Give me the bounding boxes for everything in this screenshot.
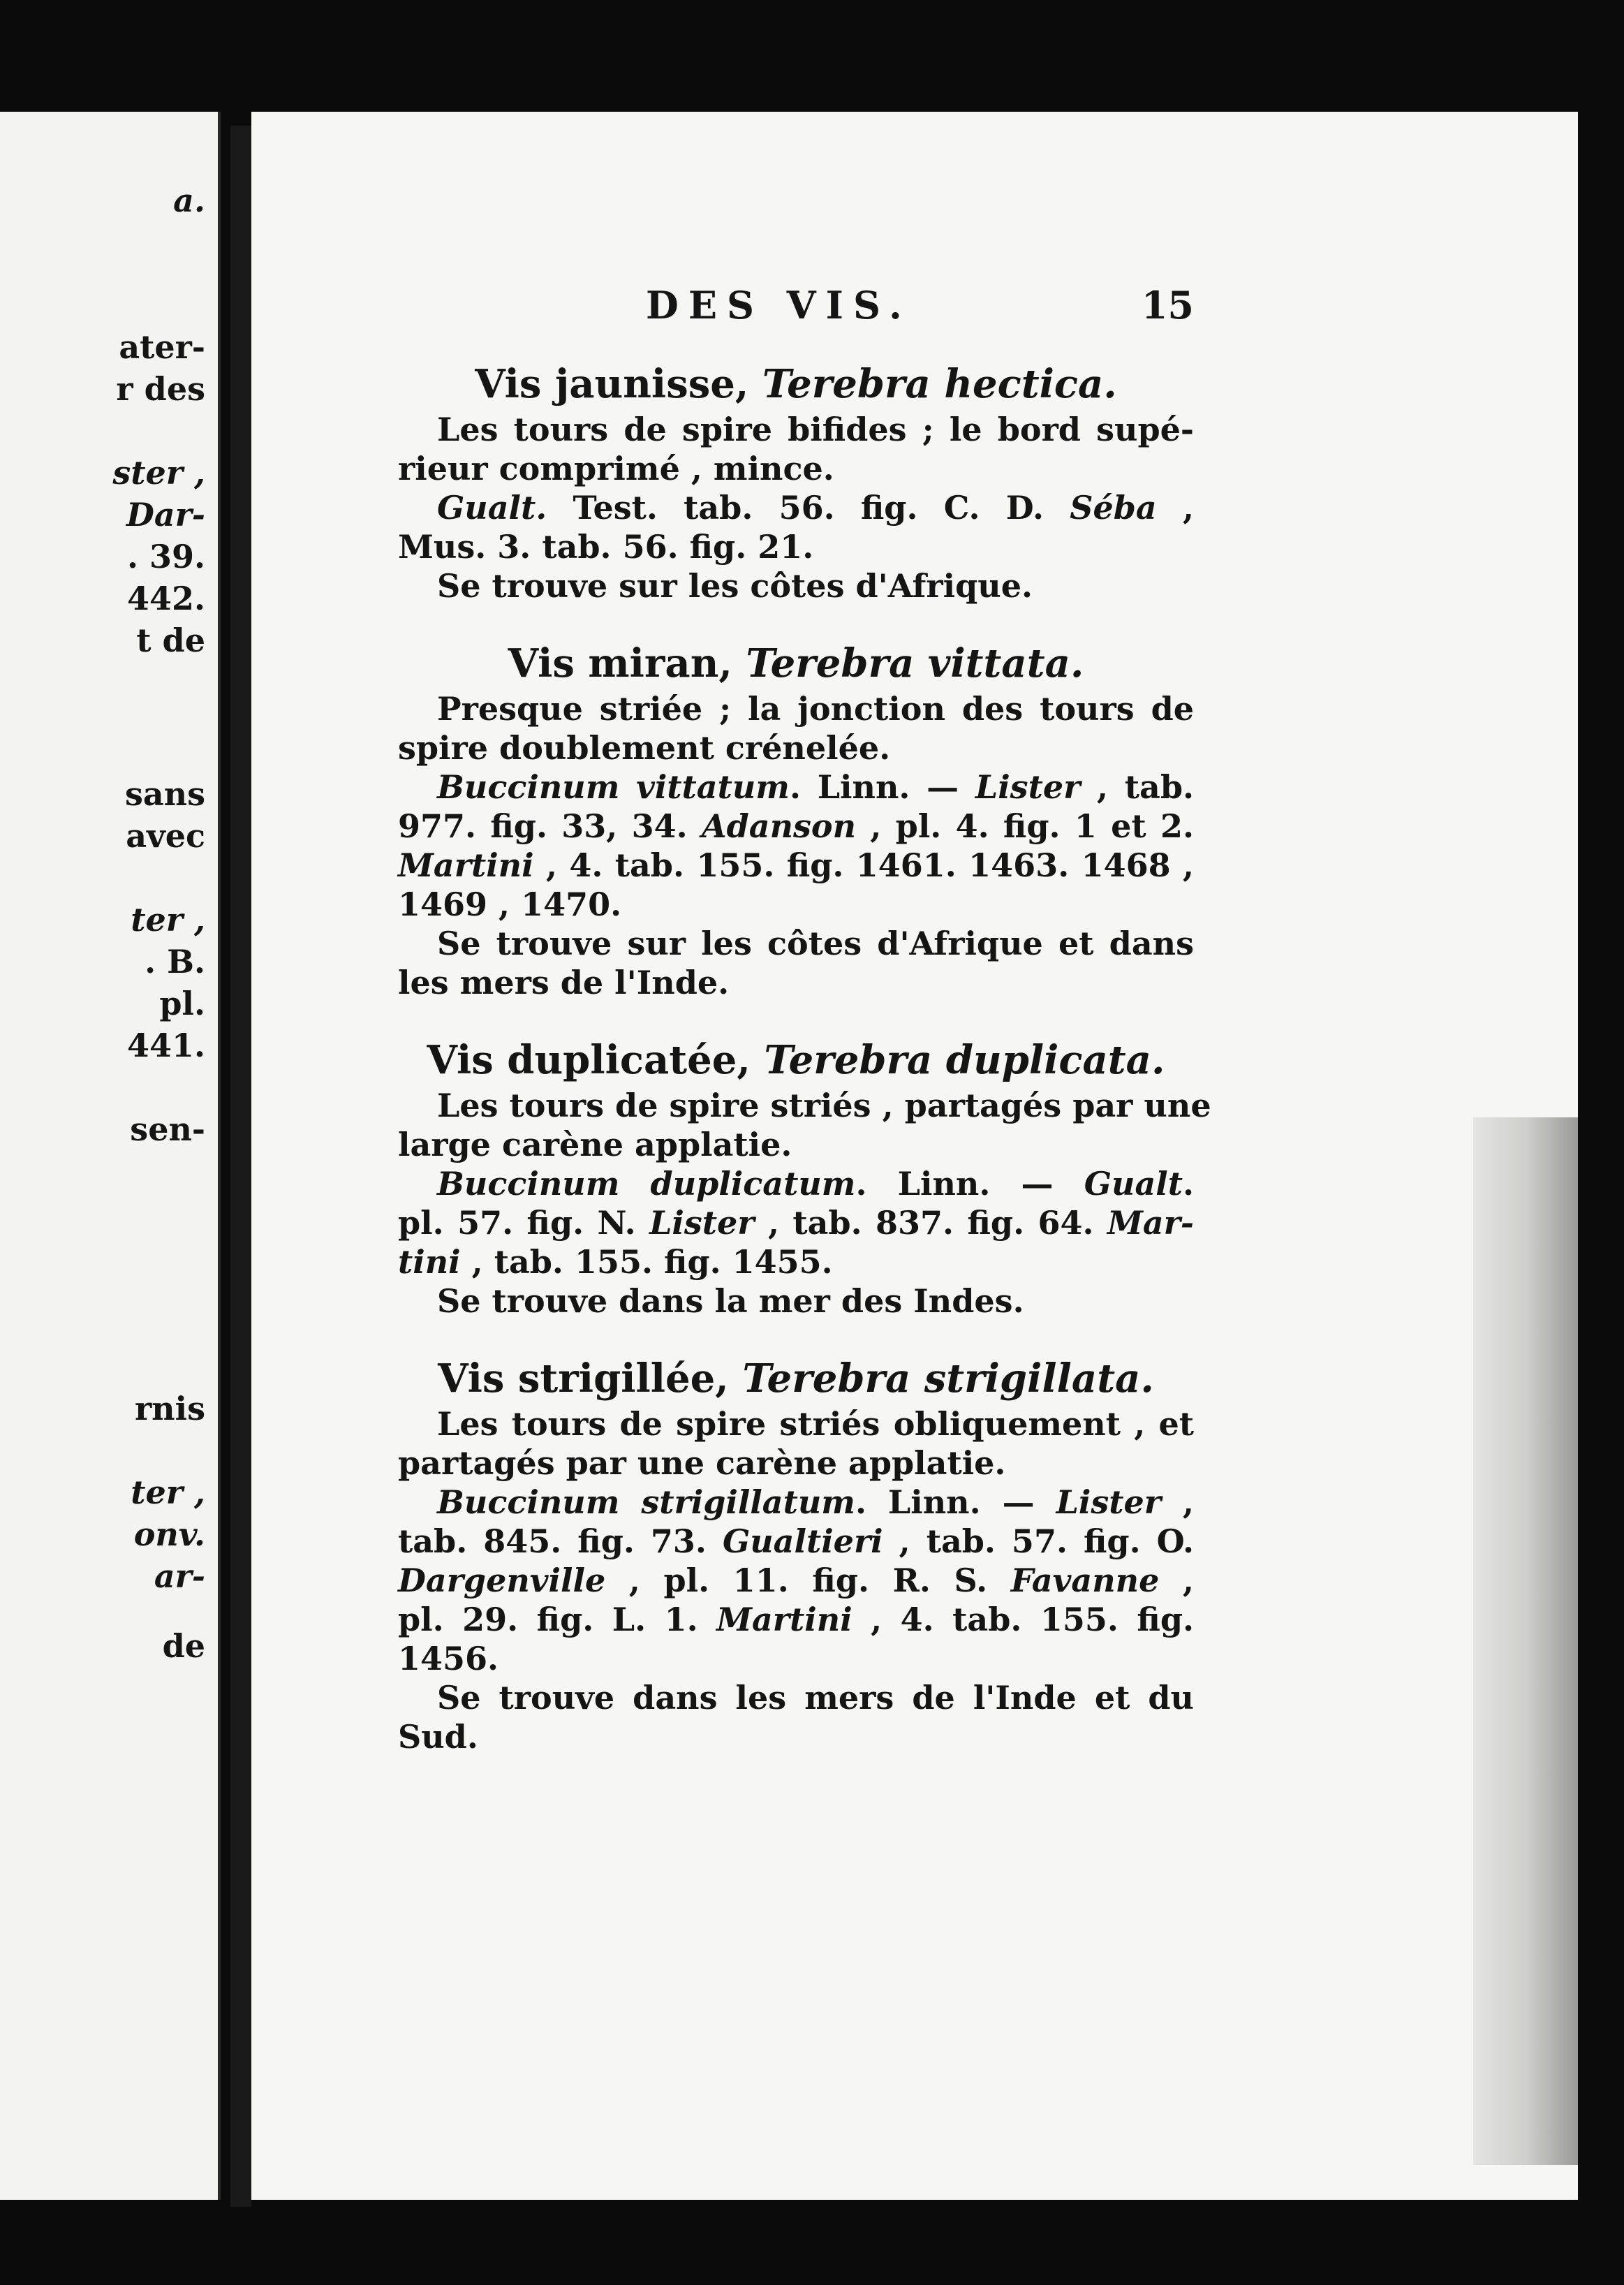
text-line	[398, 1404, 1194, 1443]
previous-page-edge	[0, 112, 221, 2200]
latin-name: Terebra duplicata.	[764, 1037, 1165, 1083]
text-run: les mers de l'Inde.	[398, 964, 730, 1001]
book-gutter	[230, 126, 251, 2207]
text-run: , 4. tab. 155. fig.	[852, 1601, 1195, 1638]
previous-page-fragment: ter ,	[131, 1474, 205, 1511]
text-line	[398, 1281, 1194, 1321]
species-title	[398, 638, 1194, 689]
italic-reference: Dargenville	[398, 1562, 606, 1599]
text-line	[398, 885, 1194, 924]
previous-page-fragment: . B.	[145, 943, 205, 980]
text-line	[398, 846, 1194, 885]
text-run: . Linn. —	[789, 768, 975, 806]
text-run: . Linn. —	[855, 1483, 1056, 1521]
text-line	[398, 410, 1194, 449]
page-curl-edge	[1473, 1117, 1578, 2165]
species-title	[398, 1353, 1194, 1404]
text-run: ,	[1156, 489, 1194, 527]
text-line	[398, 1203, 1194, 1242]
previous-page-fragment: r des	[116, 370, 205, 408]
common-name: Vis jaunisse,	[475, 361, 762, 407]
text-run: Se trouve dans les mers de l'Inde et du	[437, 1679, 1194, 1717]
italic-reference: Lister	[649, 1204, 755, 1242]
italic-reference: Mar-	[1107, 1204, 1195, 1242]
running-head-title: DES VIS.	[646, 283, 912, 328]
previous-page-fragment: ater-	[119, 328, 205, 366]
text-run: , 4. tab. 155. fig. 1461. 1463. 1468 ,	[533, 846, 1194, 884]
italic-reference: Martini	[398, 846, 534, 884]
text-line	[398, 488, 1194, 527]
previous-page-fragment: sans	[124, 775, 205, 813]
text-run: , tab. 837. fig. 64.	[754, 1204, 1107, 1242]
text-line	[398, 1242, 1194, 1281]
text-line	[398, 689, 1194, 728]
text-run: 1469 , 1470.	[398, 886, 622, 923]
text-run: Se trouve sur les côtes d'Afrique.	[437, 567, 1033, 605]
italic-reference: Buccinum vittatum	[437, 768, 790, 806]
text-line	[398, 1678, 1194, 1717]
species-entry	[398, 1353, 1194, 1756]
latin-name: Terebra vittata.	[746, 640, 1084, 686]
text-run: Presque striée ; la jonction des tours de	[437, 690, 1194, 728]
italic-reference: Buccinum strigillatum	[437, 1483, 855, 1521]
text-line	[398, 1125, 1194, 1164]
italic-reference: Adanson	[701, 807, 857, 845]
text-run: Mus. 3. tab. 56. fig. 21.	[398, 528, 814, 566]
text-line	[398, 1483, 1194, 1522]
text-line	[398, 1443, 1194, 1483]
text-run: Se trouve sur les côtes d'Afrique et dans	[437, 925, 1194, 962]
italic-reference: Gualt	[1084, 1165, 1183, 1203]
text-line	[398, 566, 1194, 605]
species-title	[398, 358, 1194, 410]
text-run: 1456.	[398, 1640, 499, 1677]
species-entry	[398, 1034, 1211, 1321]
previous-page-fragment: 441.	[126, 1027, 205, 1064]
text-line	[398, 807, 1194, 846]
text-run: 977. fig. 33, 34.	[398, 807, 702, 845]
running-head	[398, 283, 1194, 339]
text-line	[398, 767, 1194, 807]
text-run: spire doublement crénelée.	[398, 729, 891, 767]
previous-page-fragment: ster ,	[112, 454, 205, 492]
italic-reference: Buccinum duplicatum	[437, 1165, 856, 1203]
text-line	[398, 1086, 1211, 1125]
text-line	[398, 924, 1194, 963]
previous-page-fragment: 442.	[126, 580, 205, 617]
previous-page-fragment: onv.	[133, 1515, 205, 1553]
italic-reference: Lister	[1056, 1483, 1162, 1521]
text-line	[398, 728, 1194, 767]
previous-page-fragment: rnis	[134, 1390, 205, 1427]
text-line	[398, 1164, 1194, 1203]
text-run: rieur comprimé , mince.	[398, 450, 834, 487]
latin-name: Terebra hectica.	[762, 361, 1117, 407]
text-line	[398, 1561, 1194, 1600]
page-text	[398, 283, 1211, 1756]
previous-page-fragment: . 39.	[126, 538, 205, 575]
italic-reference: Gualt.	[437, 489, 547, 527]
previous-page-fragment: de	[162, 1627, 205, 1665]
italic-reference: Favanne	[1010, 1562, 1160, 1599]
text-run: pl. 29. fig. L. 1.	[398, 1601, 717, 1638]
italic-reference: Lister	[975, 768, 1081, 806]
page-number: 15	[1141, 283, 1194, 328]
text-run: large carène applatie.	[398, 1126, 792, 1163]
text-run: , pl. 11. fig. R. S.	[605, 1562, 1011, 1599]
text-line	[398, 963, 1194, 1002]
italic-reference: Martini	[716, 1601, 852, 1638]
previous-page-fragment: ter ,	[131, 901, 205, 939]
previous-page-fragment: Dar-	[126, 496, 205, 534]
text-run: , tab. 155. fig. 1455.	[460, 1243, 833, 1281]
common-name: Vis strigillée,	[438, 1355, 743, 1402]
species-entries	[398, 358, 1211, 1756]
text-run: Se trouve dans la mer des Indes.	[437, 1282, 1024, 1320]
text-run: Sud.	[398, 1718, 478, 1756]
text-run: ,	[1161, 1483, 1195, 1521]
text-run: partagés par une carène applatie.	[398, 1444, 1006, 1482]
common-name: Vis duplicatée,	[427, 1037, 765, 1083]
common-name: Vis miran,	[508, 640, 746, 686]
text-run: , pl. 4. fig. 1 et 2.	[856, 807, 1194, 845]
previous-page-fragment: avec	[126, 817, 205, 855]
text-run: ,	[1159, 1562, 1194, 1599]
italic-reference: Gualtieri	[722, 1522, 883, 1560]
text-line	[398, 1717, 1194, 1756]
text-run: Test. tab. 56. fig. C. D.	[547, 489, 1070, 527]
text-run: tab. 845. fig. 73.	[398, 1522, 723, 1560]
previous-page-fragment: ar-	[154, 1557, 205, 1595]
text-run: . Linn. —	[855, 1165, 1084, 1203]
species-entry	[398, 358, 1194, 605]
text-line	[398, 449, 1194, 488]
previous-page-fragment: t de	[136, 622, 205, 659]
italic-reference: tini	[398, 1243, 461, 1281]
text-run: , tab. 57. fig. O.	[883, 1522, 1194, 1560]
text-line	[398, 1639, 1194, 1678]
italic-reference: Séba	[1070, 489, 1157, 527]
text-run: Les tours de spire bifides ; le bord supé-	[437, 411, 1194, 448]
species-title	[398, 1034, 1194, 1086]
species-entry	[398, 638, 1194, 1002]
text-line	[398, 1522, 1194, 1561]
previous-page-fragment: sen-	[130, 1110, 205, 1148]
text-run: , tab.	[1080, 768, 1195, 806]
latin-name: Terebra strigillata.	[742, 1355, 1154, 1402]
text-run: .	[1183, 1165, 1195, 1203]
previous-page-fragment: pl.	[159, 985, 205, 1022]
text-run: pl. 57. fig. N.	[398, 1204, 650, 1242]
text-run: Les tours de spire striés obliquement , et	[437, 1405, 1194, 1443]
text-run: Les tours de spire striés , partagés par une	[437, 1087, 1211, 1124]
text-line	[398, 527, 1194, 566]
previous-page-fragment: a.	[173, 182, 205, 219]
text-line	[398, 1600, 1194, 1639]
